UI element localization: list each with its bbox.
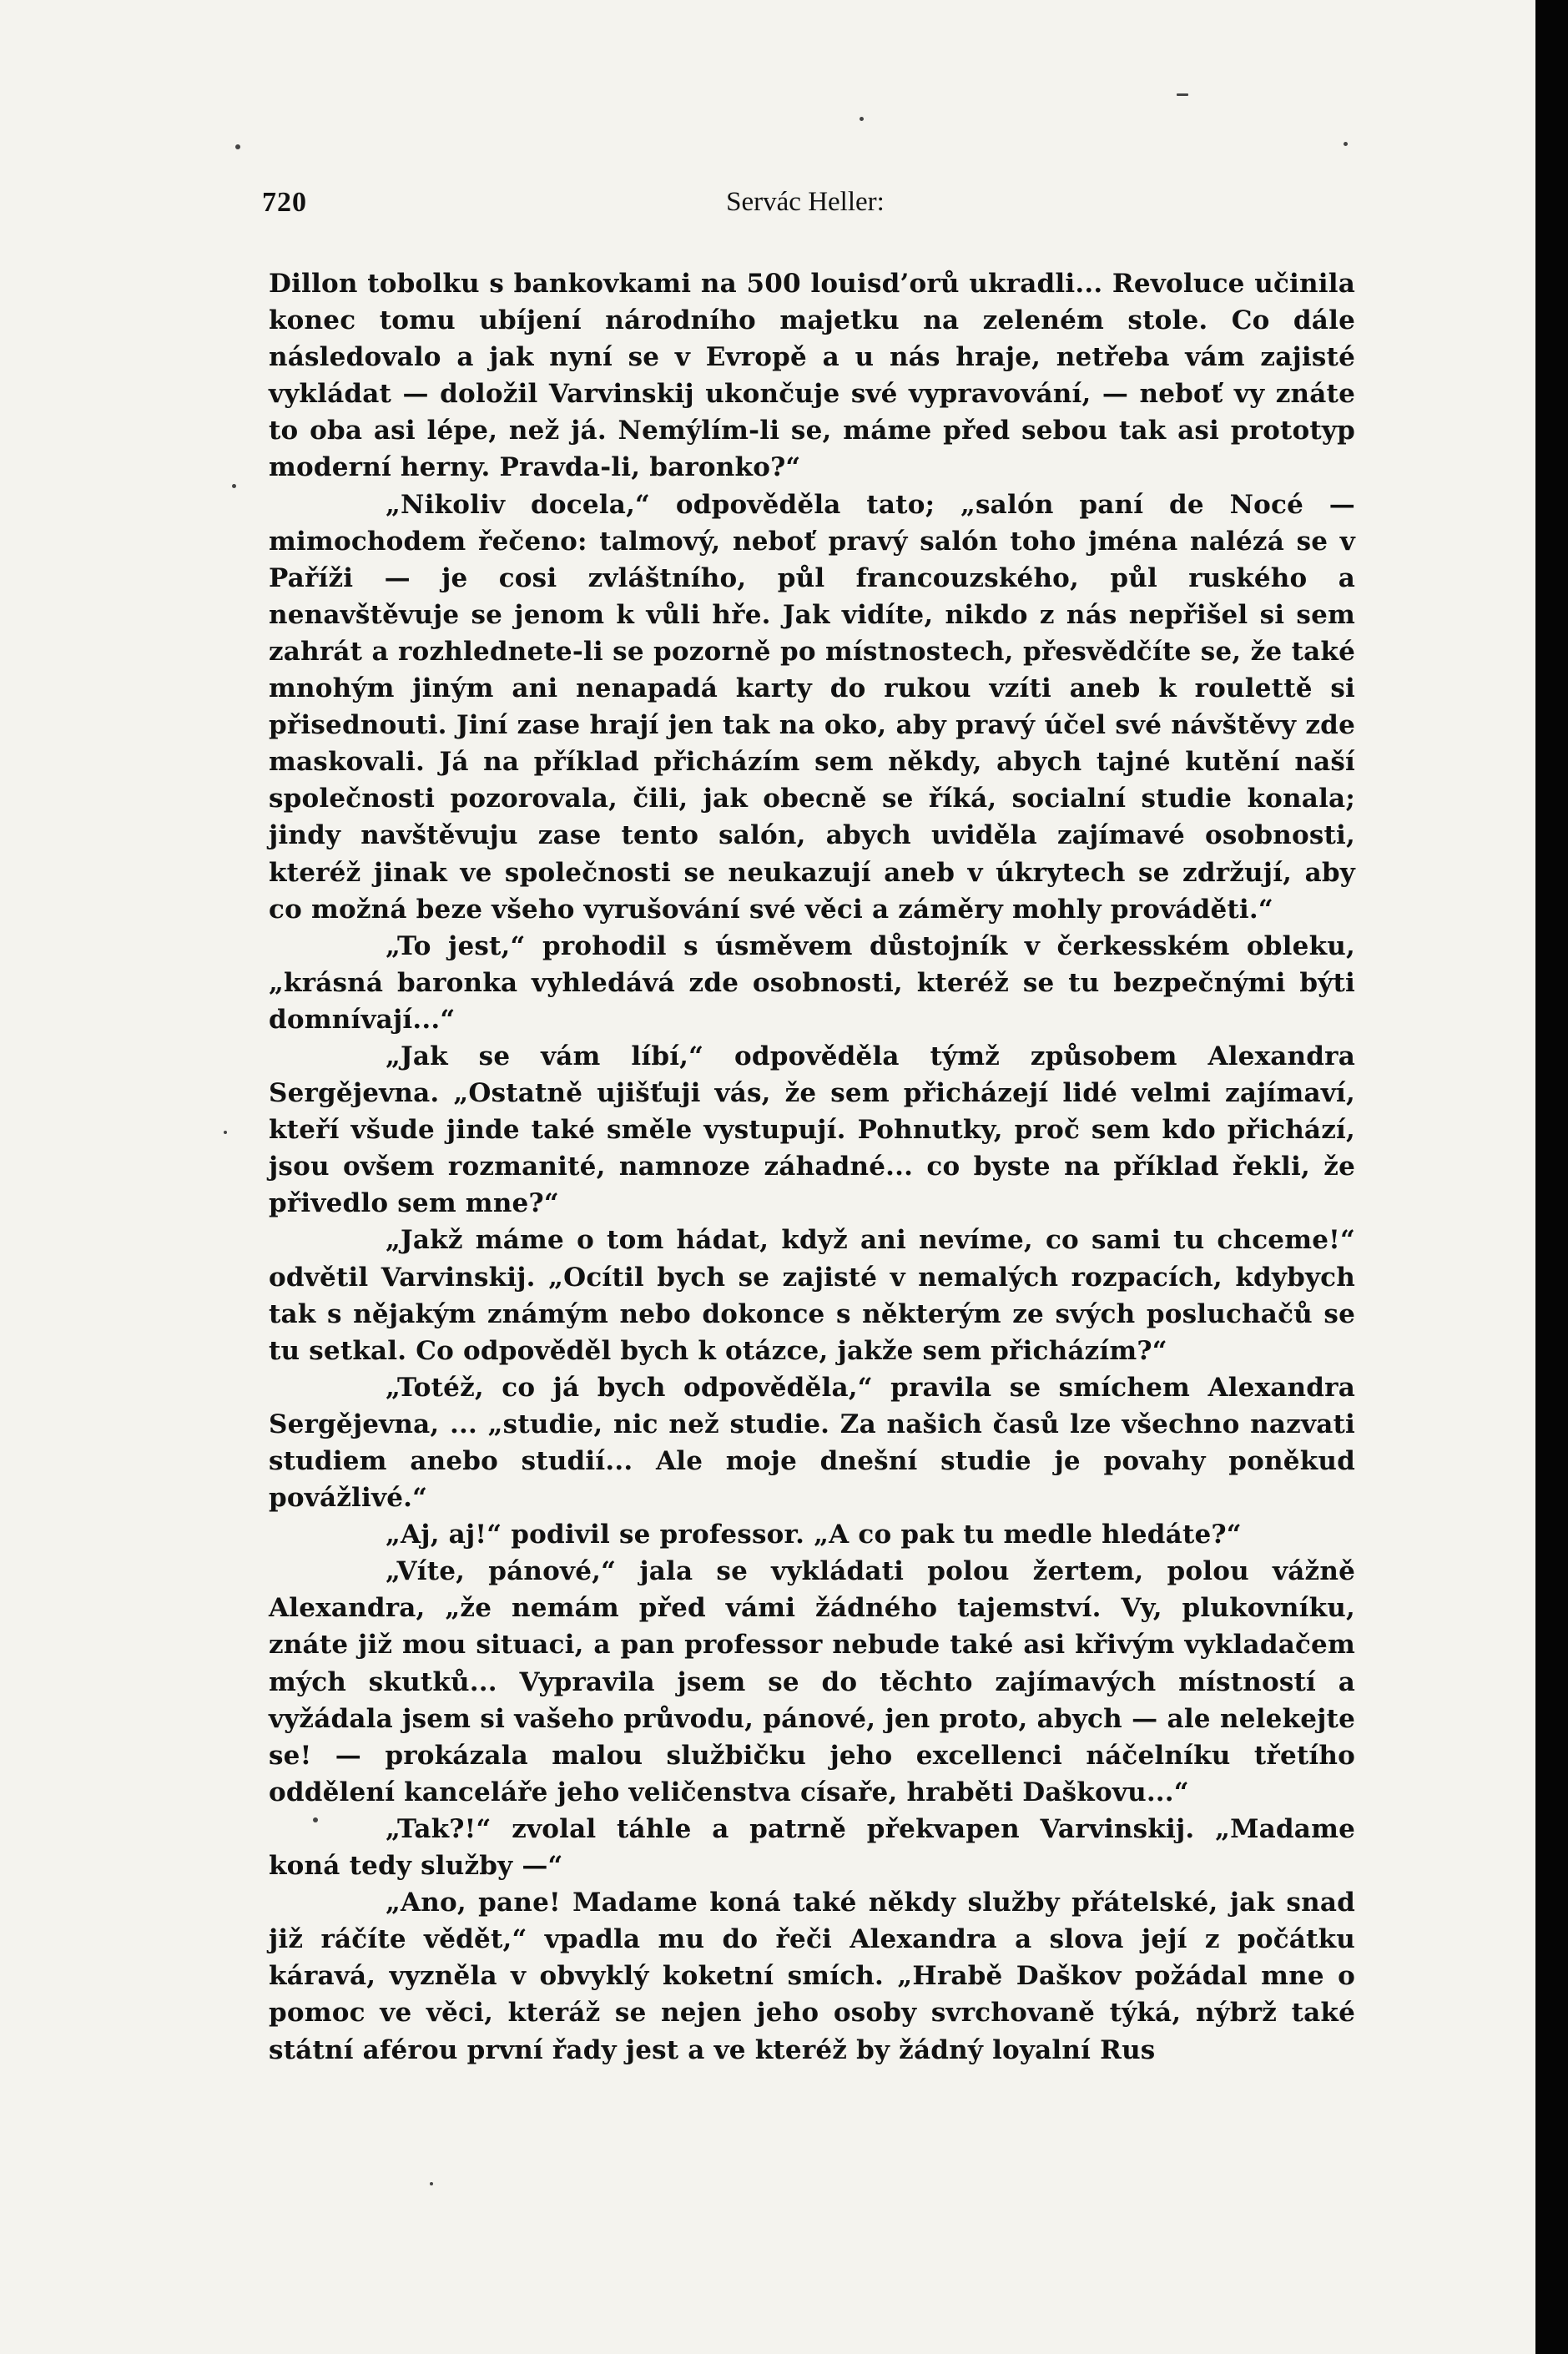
paragraph: „Nikoliv docela,“ odpověděla tato; „salón paní de Nocé — mimochodem řečeno: talmový, neboť pravý salón toho jména nalézá se v Paříži — je cosi zvláštního, půl francouzského, půl ruského a nenavštěvuje se jenom k vůli hře. Jak vidíte, nikdo z nás nepřišel si sem zahrát a rozhlednete-li se pozorně po místnostech, přesvědčíte se, že také mnohým jiným ani nenapadá karty do rukou vzíti aneb k roulettě si přisednouti. Jiní zase hrají jen tak na oko, aby pravý účel své návštěvy zde maskovali. Já na příklad přicházím sem někdy, abych tajné kutění naší společnosti pozorovala, čili, jak obecně se říká, socialní studie konala; jindy navštěvuju zase tento salón, abych uviděla zajímavé osobnosti, kteréž jinak ve společnosti se neukazují aneb v úkrytech se zdržují, aby co možná beze všeho vyrušování své věci a záměry mohly prováděti.“ <box>269 489 1355 925</box>
paper-speck <box>860 117 864 121</box>
page-header <box>262 187 1349 234</box>
paper-speck <box>313 1817 318 1822</box>
paragraph: „Víte, pánové,“ jala se vykládati polou žertem, polou vážně Alexandra, „že nemám před vámi žádného tajemství. Vy, plukovníku, znáte již mou situaci, a pan professor nebude také asi křivým vykladačem mých skutků... Vypravila jsem se do těchto zajímavých místností a vyžádala jsem si vašeho průvodu, pánové, jen proto, abych — ale nelekejte se! — prokázala malou službičku jeho excellenci náčelníku třetího oddělení kanceláře jeho veličenstva císaře, hraběti Daškovu...“ <box>269 1556 1355 1807</box>
paper-speck <box>430 2182 433 2185</box>
paper-speck <box>1344 142 1348 146</box>
paper-speck <box>224 1131 227 1134</box>
paragraph: „Ano, pane! Madame koná také někdy služby přátelské, jak snad již ráčíte vědět,“ vpadla mu do řeči Alexandra a slova její z počátku káravá, vyzněla v obvyklý koketní smích. „Hrabě Daškov požádal mne o pomoc ve věci, kteráž se nejen jeho osoby svrchovaně týká, nýbrž také státní aférou první řady jest a ve kteréž by žádný loyalní Rus <box>269 1888 1355 2065</box>
body-text <box>269 265 1355 2069</box>
paragraph: „Jakž máme o tom hádat, když ani nevíme, co sami tu chceme!“ odvětil Varvinskij. „Ocítil bych se zajisté v nemalých rozpacích, kdybych tak s nějakým známým nebo dokonce s některým ze svých posluchačů se tu setkal. Co odpověděl bych k otázce, jakže sem přicházím?“ <box>269 1225 1355 1366</box>
paragraph: Dillon tobolku s bankovkami na 500 louisd’orů ukradli... Revoluce učinila konec tomu ubíjení národního majetku na zeleném stole. Co dále následovalo a jak nyní se v Evropě a u nás hraje, netřeba vám zajisté vykládat — doložil Varvinskij ukončuje své vypravování, — neboť vy znáte to oba asi lépe, než já. Nemýlím-li se, máme před sebou tak asi prototyp moderní herny. Pravda-li, baronko?“ <box>269 269 1355 483</box>
paragraph: „Aj, aj!“ podivil se professor. „A co pak tu medle hledáte?“ <box>386 1520 1242 1550</box>
paragraph: „Tak?!“ zvolal táhle a patrně překvapen Varvinskij. „Madame koná tedy služby —“ <box>269 1813 1355 1882</box>
page-number: 720 <box>262 187 307 218</box>
paragraph: „To jest,“ prohodil s úsměvem důstojník v čerkesském obleku, „krásná baronka vyhledává zde osobnosti, kteréž se tu bezpečnými býti domnívají...“ <box>269 930 1355 1035</box>
running-head: Servác Heller: <box>726 187 885 217</box>
paper-speck <box>1177 93 1188 96</box>
paper-speck <box>235 144 240 149</box>
paper-speck <box>232 484 236 488</box>
paragraph: „Jak se vám líbí,“ odpověděla týmž způsobem Alexandra Sergějevna. „Ostatně ujišťuji vás, že sem přicházejí lidé velmi zajímaví, kteří všude jinde také směle vystupují. Pohnutky, proč sem kdo přichází, jsou ovšem rozmanité, namnoze záhadné... co byste na příklad řekli, že přivedlo sem mne?“ <box>269 1041 1355 1219</box>
paragraph: „Totéž, co já bych odpověděla,“ pravila se smíchem Alexandra Sergějevna, ... „studie, nic než studie. Za našich časů lze všechno nazvati studiem anebo studií... Ale moje dnešní studie je povahy poněkud povážlivé.“ <box>269 1372 1355 1514</box>
page-edge-shadow <box>1535 0 1568 2354</box>
